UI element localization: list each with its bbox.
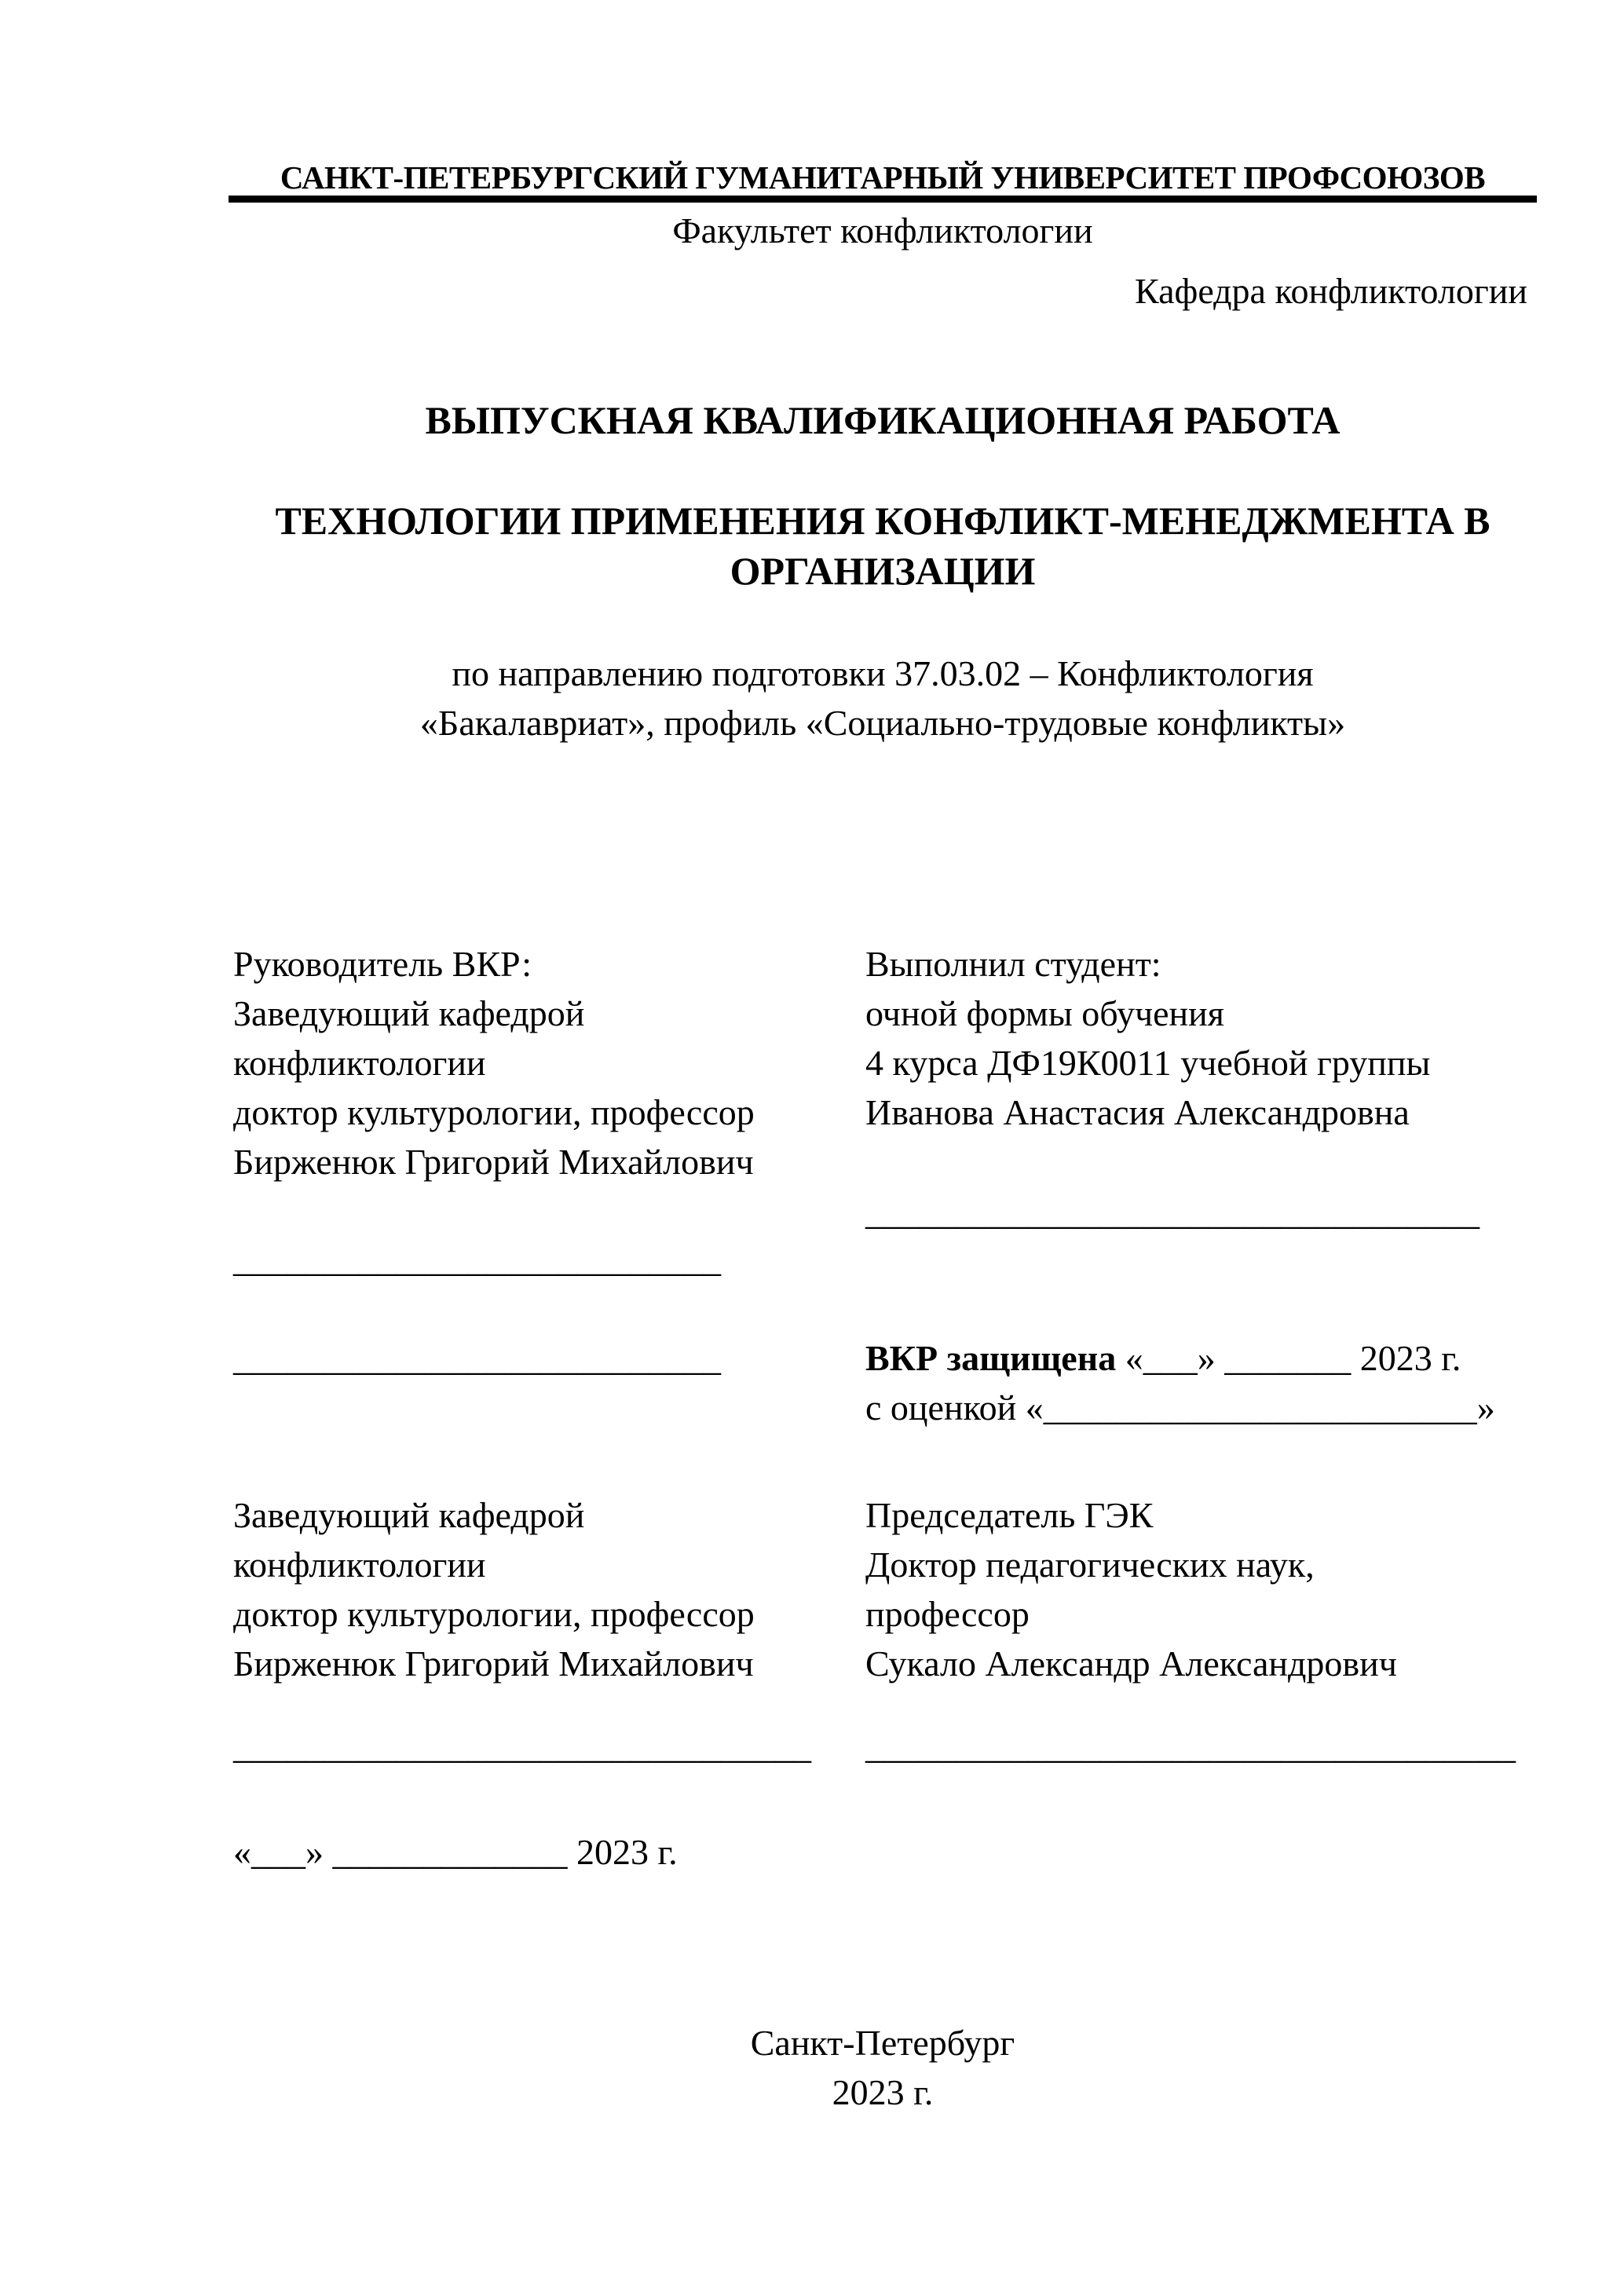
chairman-degree-line2: профессор [865,1594,1030,1634]
defense-date-line [865,1333,1541,1383]
footer-block [229,2018,1537,2117]
program-direction-line: по направлению подготовки 37.03.02 – Конфликтология [452,653,1314,693]
department-head-degree-line: доктор культурологии, профессор [233,1594,755,1634]
program-info [229,649,1537,748]
supervisor-block [233,939,854,1186]
topic-title-line1: ТЕХНОЛОГИИ ПРИМЕНЕНИЯ КОНФЛИКТ-МЕНЕДЖМЕНТА В [275,499,1490,543]
supervisor-signature-line-2: ___________________________ [233,1338,721,1378]
supervisor-signature-line-1: ___________________________ [233,1239,721,1279]
approval-date-line: «___» _____________ 2023 г. [233,1832,678,1872]
department-line: Кафедра конфликтологии [1135,271,1527,311]
department-head-block [233,1490,854,1688]
supervisor-degree-line: доктор культурологии, профессор [233,1092,755,1132]
footer-year-line: 2023 г. [832,2072,934,2112]
topic-title [229,495,1537,596]
supervisor-position-line2: конфликтологии [233,1043,486,1083]
program-profile-line: «Бакалавриат», профиль «Социально-трудовые конфликты» [419,703,1346,743]
student-name: Иванова Анастасия Александровна [865,1092,1410,1132]
student-role-label: Выполнил студент: [865,944,1161,984]
work-type-title: ВЫПУСКНАЯ КВАЛИФИКАЦИОННАЯ РАБОТА [425,398,1341,442]
topic-title-line2: ОРГАНИЗАЦИИ [730,549,1036,593]
defense-grade-line: с оценкой «________________________» [865,1387,1495,1428]
defense-block [865,1333,1541,1432]
department-head-name: Бирженюк Григорий Михайлович [233,1643,754,1684]
chairman-degree-line1: Доктор педагогических наук, [865,1545,1315,1585]
student-block [865,939,1541,1137]
supervisor-role-label: Руководитель ВКР: [233,944,532,984]
header-rule [229,196,1537,203]
university-name: САНКТ-ПЕТЕРБУРГСКИЙ ГУМАНИТАРНЫЙ УНИВЕРСИТЕТ ПРОФСОЮЗОВ [280,159,1486,196]
supervisor-position-line1: Заведующий кафедрой [233,993,585,1033]
department-head-position-line2: конфликтологии [233,1545,486,1585]
department-head-signature-line: ________________________________ [233,1726,811,1766]
defense-date-blank: «___» _______ 2023 г. [1125,1338,1461,1378]
chairman-signature-line: ____________________________________ [865,1726,1516,1766]
student-group-line: 4 курса ДФ19К0011 учебной группы [865,1043,1431,1083]
department-head-position-line1: Заведующий кафедрой [233,1495,585,1535]
chairman-name: Сукало Александр Александрович [865,1643,1397,1684]
defense-label: ВКР защищена [865,1338,1117,1378]
student-study-form-line: очной формы обучения [865,993,1224,1033]
chairman-role-label: Председатель ГЭК [865,1495,1154,1535]
student-signature-line: __________________________________ [865,1192,1480,1232]
gek-chairman-block [865,1490,1541,1688]
faculty-line: Факультет конфликтологии [672,210,1093,250]
supervisor-name: Бирженюк Григорий Михайлович [233,1142,754,1182]
footer-city-line: Санкт-Петербург [750,2023,1015,2063]
